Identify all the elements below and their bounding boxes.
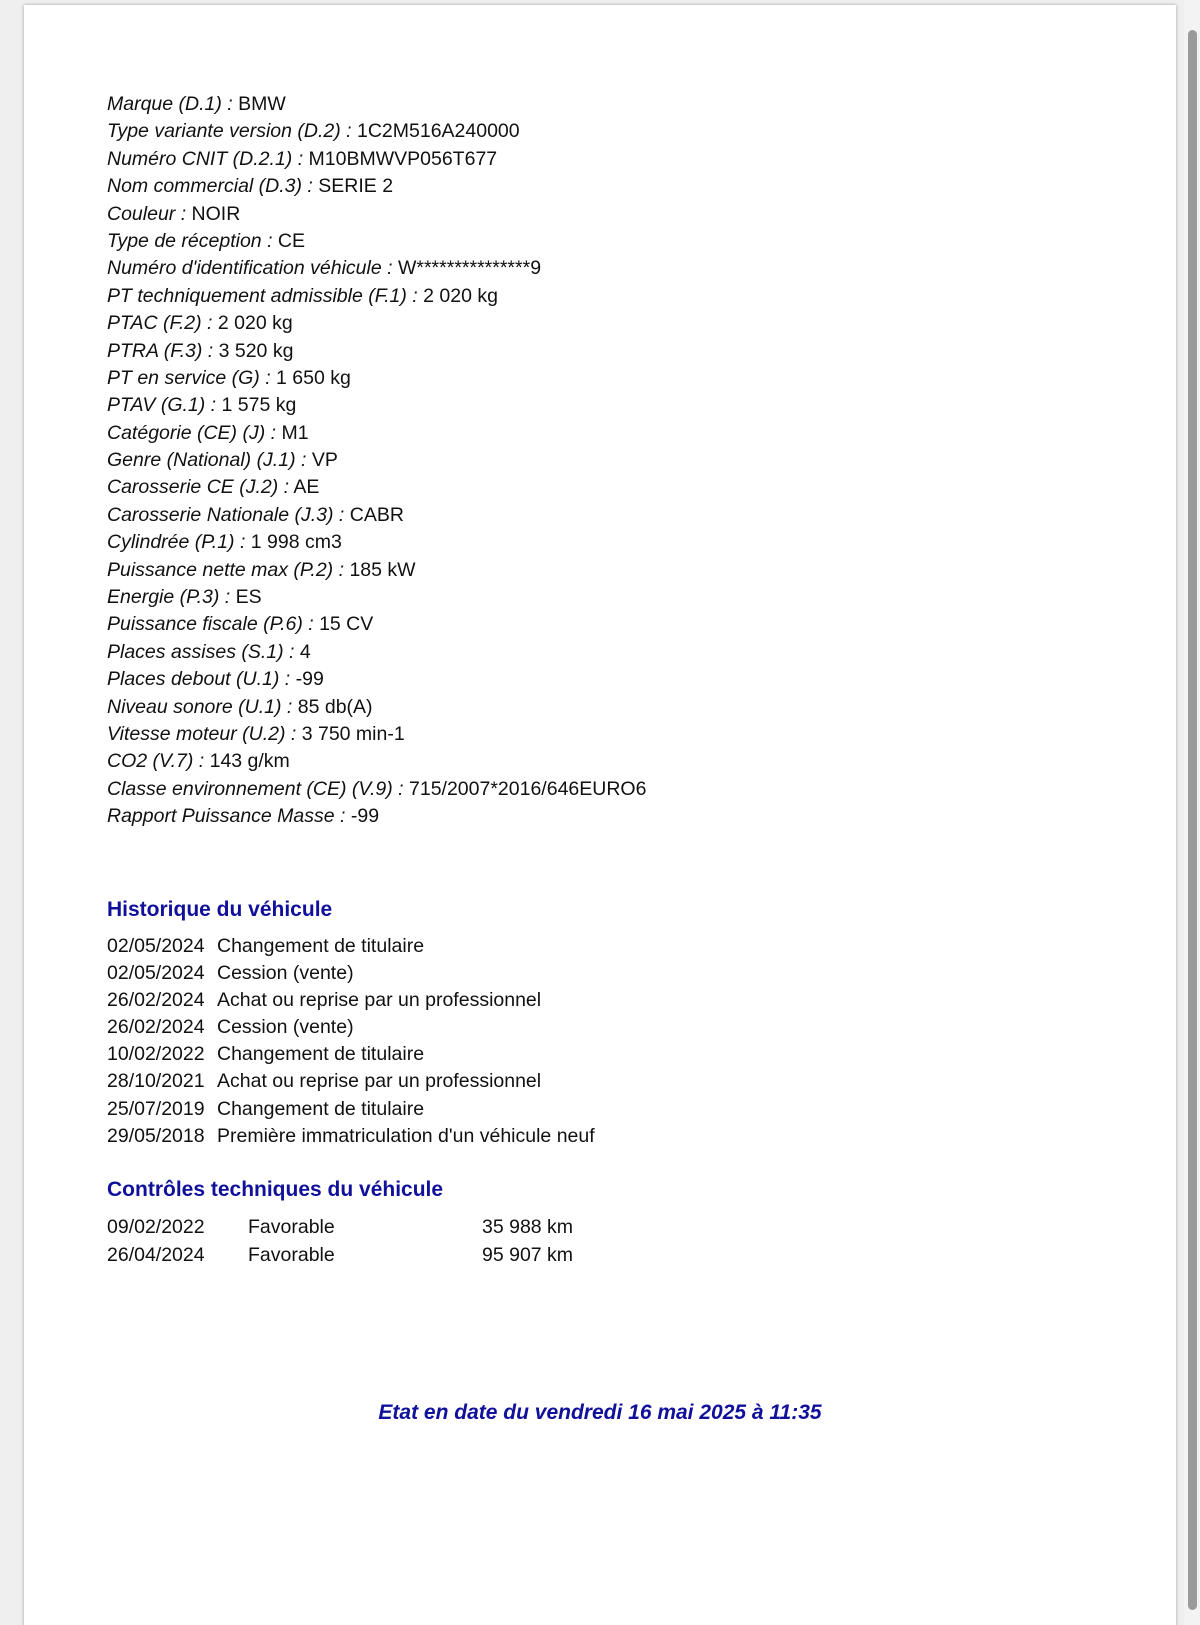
spec-label: Carosserie Nationale (J.3) : <box>107 503 345 526</box>
history-date: 02/05/2024 <box>107 961 205 984</box>
spec-value: 143 g/km <box>209 750 290 773</box>
spec-label: Numéro d'identification véhicule : <box>107 257 393 280</box>
controls-list <box>107 1213 1107 1269</box>
spec-row <box>107 283 1107 310</box>
spec-value: VP <box>311 449 338 472</box>
spec-row <box>107 118 1107 145</box>
spec-label: PTRA (F.3) : <box>107 339 214 362</box>
history-row <box>107 987 1107 1014</box>
spec-row <box>107 584 1107 611</box>
spec-value: 2 020 kg <box>423 284 498 307</box>
spec-row <box>107 310 1107 337</box>
spec-label: PT techniquement admissible (F.1) : <box>107 284 418 307</box>
spec-label: Energie (P.3) : <box>107 586 231 609</box>
history-event: Changement de titulaire <box>217 1097 425 1120</box>
control-row <box>107 1241 1107 1269</box>
history-row <box>107 960 1107 987</box>
spec-label: Classe environnement (CE) (V.9) : <box>107 777 404 800</box>
spec-row <box>107 447 1107 474</box>
spec-row <box>107 201 1107 228</box>
spec-value: 3 520 kg <box>218 339 294 362</box>
spec-label: Genre (National) (J.1) : <box>107 449 307 472</box>
spec-value: W***************9 <box>397 257 542 280</box>
document-content <box>107 91 1107 1269</box>
spec-row <box>107 146 1107 173</box>
status-date-footer: Etat en date du vendredi 16 mai 2025 à 11:35 <box>378 1401 822 1424</box>
spec-row <box>107 803 1107 830</box>
history-row <box>107 933 1107 960</box>
spec-label: Catégorie (CE) (J) : <box>107 421 277 444</box>
history-event: Cession (vente) <box>217 961 354 984</box>
spec-row <box>107 529 1107 556</box>
spec-value: 15 CV <box>319 613 374 636</box>
spec-value: BMW <box>238 93 286 115</box>
history-date: 26/02/2024 <box>107 1016 205 1039</box>
history-row <box>107 1041 1107 1068</box>
scrollbar-track[interactable] <box>1184 0 1200 1625</box>
history-row <box>107 1014 1107 1041</box>
controls-heading: Contrôles techniques du véhicule <box>107 1178 444 1202</box>
history-list <box>107 933 1107 1151</box>
spec-value: NOIR <box>191 202 241 225</box>
history-row <box>107 1096 1107 1123</box>
spec-value: SERIE 2 <box>318 175 394 198</box>
spec-label: Type de réception : <box>107 229 273 252</box>
spec-label: Places assises (S.1) : <box>107 640 295 663</box>
history-event: Changement de titulaire <box>217 934 425 957</box>
spec-value: M10BMWVP056T677 <box>308 147 498 170</box>
history-event: Achat ou reprise par un professionnel <box>217 988 542 1011</box>
spec-label: Vitesse moteur (U.2) : <box>107 722 297 745</box>
history-event: Première immatriculation d'un véhicule neuf <box>217 1124 595 1147</box>
spec-label: Puissance fiscale (P.6) : <box>107 613 314 636</box>
history-heading: Historique du véhicule <box>107 897 333 921</box>
spec-label: Marque (D.1) : <box>107 93 233 115</box>
spec-row <box>107 420 1107 447</box>
vehicle-specs-list <box>107 91 1107 831</box>
spec-row <box>107 474 1107 501</box>
spec-label: Numéro CNIT (D.2.1) : <box>107 147 304 170</box>
spec-label: Cylindrée (P.1) : <box>107 531 246 554</box>
history-date: 25/07/2019 <box>107 1097 205 1120</box>
spec-row <box>107 666 1107 693</box>
history-date: 29/05/2018 <box>107 1124 205 1147</box>
spec-value: ES <box>235 586 262 609</box>
spec-value: -99 <box>350 805 380 828</box>
spec-row <box>107 694 1107 721</box>
spec-value: 1 575 kg <box>221 394 297 417</box>
spec-label: Puissance nette max (P.2) : <box>107 558 345 581</box>
history-date: 26/02/2024 <box>107 988 205 1011</box>
spec-row <box>107 557 1107 584</box>
spec-value: 185 kW <box>349 558 416 581</box>
spec-row <box>107 228 1107 255</box>
spec-row <box>107 255 1107 282</box>
history-event: Cession (vente) <box>217 1016 354 1039</box>
history-event: Achat ou reprise par un professionnel <box>217 1070 542 1093</box>
spec-label: Places debout (U.1) : <box>107 668 291 691</box>
spec-row <box>107 365 1107 392</box>
spec-value: 715/2007*2016/646EURO6 <box>409 777 647 800</box>
spec-value: AE <box>293 476 320 499</box>
spec-label: Type variante version (D.2) : <box>107 120 352 143</box>
document-page <box>24 5 1176 1625</box>
spec-row <box>107 721 1107 748</box>
control-date: 26/04/2024 <box>107 1244 205 1267</box>
spec-row <box>107 91 1107 118</box>
spec-value: 1 998 cm3 <box>250 531 342 554</box>
control-row <box>107 1213 1107 1241</box>
history-event: Changement de titulaire <box>217 1043 425 1066</box>
spec-label: PTAC (F.2) : <box>107 312 213 335</box>
spec-row <box>107 639 1107 666</box>
control-mileage: 35 988 km <box>482 1216 574 1239</box>
spec-value: 85 db(A) <box>297 695 373 718</box>
history-date: 28/10/2021 <box>107 1070 205 1093</box>
control-result: Favorable <box>248 1244 335 1267</box>
spec-value: CE <box>277 229 305 252</box>
spec-value: 2 020 kg <box>217 312 293 335</box>
spec-label: CO2 (V.7) : <box>107 750 205 773</box>
control-result: Favorable <box>248 1216 335 1239</box>
history-date: 02/05/2024 <box>107 934 205 957</box>
spec-row <box>107 338 1107 365</box>
history-date: 10/02/2022 <box>107 1043 205 1066</box>
spec-label: Rapport Puissance Masse : <box>107 805 346 828</box>
spec-value: 1 650 kg <box>276 366 351 389</box>
spec-row <box>107 502 1107 529</box>
spec-row <box>107 748 1107 775</box>
spec-value: -99 <box>295 668 324 691</box>
control-date: 09/02/2022 <box>107 1216 205 1239</box>
control-mileage: 95 907 km <box>482 1244 574 1267</box>
spec-value: 4 <box>299 640 311 663</box>
spec-row <box>107 611 1107 638</box>
spec-value: 3 750 min-1 <box>301 722 405 745</box>
spec-label: Nom commercial (D.3) : <box>107 175 313 198</box>
spec-row <box>107 776 1107 803</box>
spec-label: Carosserie CE (J.2) : <box>107 476 290 499</box>
history-row <box>107 1123 1107 1150</box>
history-row <box>107 1068 1107 1095</box>
spec-label: Niveau sonore (U.1) : <box>107 695 293 718</box>
spec-value: CABR <box>349 503 404 526</box>
scrollbar-thumb[interactable] <box>1188 30 1197 1610</box>
spec-label: PTAV (G.1) : <box>107 394 217 417</box>
spec-row <box>107 173 1107 200</box>
spec-row <box>107 392 1107 419</box>
spec-label: PT en service (G) : <box>107 366 271 389</box>
spec-value: 1C2M516A240000 <box>356 120 520 143</box>
spec-label: Couleur : <box>107 202 187 225</box>
spec-value: M1 <box>281 421 309 444</box>
